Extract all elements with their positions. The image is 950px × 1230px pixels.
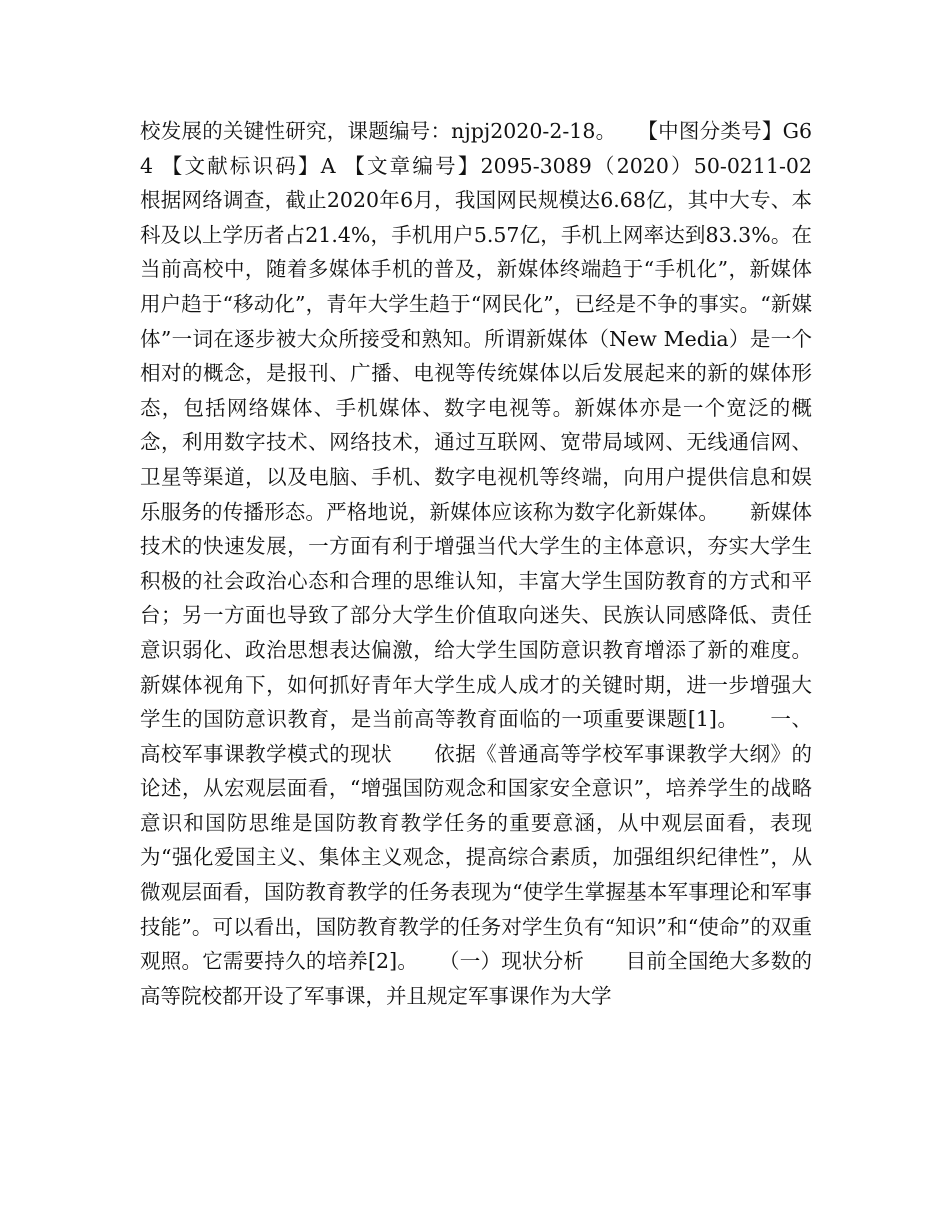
- body-text: 校发展的关键性研究，课题编号：njpj2020-2-18。 【中图分类号】G64 【文献标识码】A 【文章编号】2095-3089（2020）50-0211-02 根据网络调查，截止2020年6月，我国网民规模达6.68亿，其中大专、本科及以上学历者占21.4%，手机用户5.57亿，手机上网率达到83.3%。在当前高校中，随着多媒体手机的普及，新媒体终端趋于“手机化”，新媒体用户趋于“移动化”，青年大学生趋于“网民化”，已经是不争的事实。“新媒体”一词在逐步被大众所接受和熟知。所谓新媒体（New Media）是一个相对的概念，是报刊、广播、电视等传统媒体以后发展起来的新的媒体形态，包括网络媒体、手机媒体、数字电视等。新媒体亦是一个宽泛的概念，利用数字技术、网络技术，通过互联网、宽带局域网、无线通信网、卫星等渠道，以及电脑、手机、数字电视机等终端，向用户提供信息和娱乐服务的传播形态。严格地说，新媒体应该称为数字化新媒体。 新媒体技术的快速发展，一方面有利于增强当代大学生的主体意识，夯实大学生积极的社会政治心态和合理的思维认知，丰富大学生国防教育的方式和平台；另一方面也导致了部分大学生价值取向迷失、民族认同感降低、责任意识弱化、政治思想表达偏激，给大学生国防意识教育增添了新的难度。新媒体视角下，如何抓好青年大学生成人成才的关键时期，进一步增强大学生的国防意识教育，是当前高等教育面临的一项重要课题[1]。 一、高校军事课教学模式的现状 依据《普通高等学校军事课教学大纲》的论述，从宏观层面看，“增强国防观念和国家安全意识”，培养学生的战略意识和国防思维是国防教育教学任务的重要意涵，从中观层面看，表现为“强化爱国主义、集体主义观念，提高综合素质，加强组织纪律性”，从微观层面看，国防教育教学的任务表现为“使学生掌握基本军事理论和军事技能”。可以看出，国防教育教学的任务对学生负有“知识”和“使命”的双重观照。它需要持久的培养[2]。 （一）现状分析 目前全国绝大多数的高等院校都开设了军事课，并且规定军事课作为大学: [140, 119, 853, 1008]
